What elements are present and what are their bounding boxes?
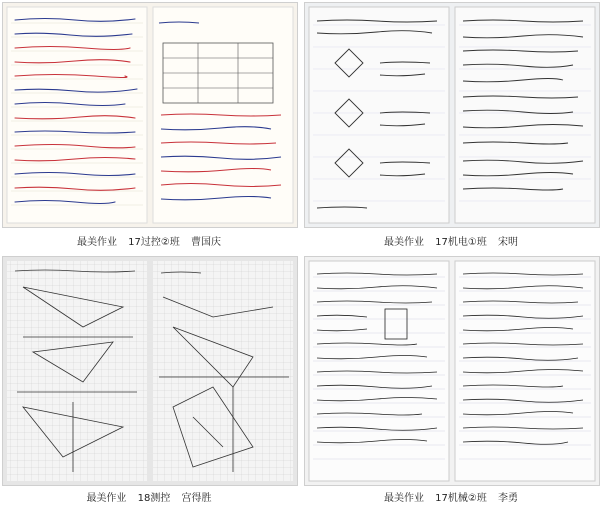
homework-photo-4 — [304, 256, 600, 486]
caption-class: 17机械②班 — [435, 493, 487, 504]
caption-class: 17机电①班 — [435, 237, 487, 248]
caption-1 — [2, 233, 296, 248]
caption-student: 曹国庆 — [191, 237, 222, 248]
caption-2 — [304, 233, 598, 248]
homework-photo-3 — [2, 256, 298, 486]
caption-label: 最美作业 — [383, 237, 424, 248]
caption-student: 宋明 — [498, 237, 519, 248]
caption-class: 17过控②班 — [128, 237, 180, 248]
caption-3 — [2, 489, 296, 504]
caption-label: 最美作业 — [76, 237, 117, 248]
caption-student: 宫得胜 — [181, 493, 212, 504]
caption-student: 李勇 — [498, 493, 519, 504]
homework-photo-2 — [304, 2, 600, 228]
caption-class: 18测控 — [137, 493, 171, 504]
caption-label: 最美作业 — [383, 493, 424, 504]
caption-label: 最美作业 — [86, 493, 127, 504]
homework-photo-1 — [2, 2, 298, 228]
caption-4 — [304, 489, 598, 504]
